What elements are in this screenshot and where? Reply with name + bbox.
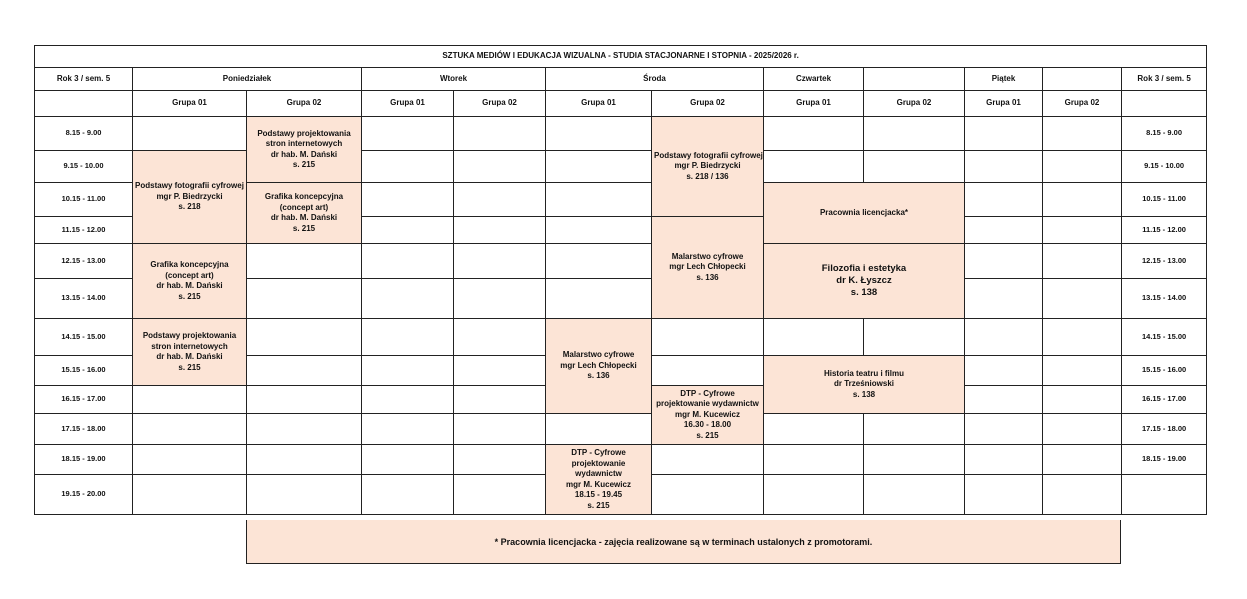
empty-cell xyxy=(454,475,546,515)
class-block xyxy=(652,386,764,445)
time-label: 11.15 - 12.00 xyxy=(35,217,133,244)
class-line: Grafika koncepcyjna xyxy=(264,192,344,201)
empty-cell xyxy=(362,117,454,151)
class-line: s. 218 xyxy=(178,202,201,212)
time-label: 11.15 - 12.00 xyxy=(1122,217,1207,244)
class-line: s. 215 xyxy=(292,223,316,233)
empty-cell xyxy=(454,217,546,244)
empty-cell xyxy=(454,414,546,445)
empty-cell xyxy=(362,414,454,445)
time-label: 10.15 - 11.00 xyxy=(35,183,133,217)
class-line: Podstawy fotografii cyfrowej xyxy=(654,150,763,160)
time-label: 16.15 - 17.00 xyxy=(1122,386,1207,414)
group-header: Grupa 01 xyxy=(764,91,864,117)
class-line: s. 215 xyxy=(292,160,316,169)
empty-cell xyxy=(652,475,764,515)
class-line: Pracownia licencjacka* xyxy=(819,207,909,217)
empty-cell xyxy=(965,319,1043,356)
time-label: 15.15 - 16.00 xyxy=(1122,356,1207,386)
class-block xyxy=(133,319,247,386)
empty-cell xyxy=(1043,319,1122,356)
empty-cell xyxy=(454,386,546,414)
empty-cell xyxy=(454,445,546,475)
day-header-thursday: Czwartek xyxy=(764,68,864,91)
time-label: 17.15 - 18.00 xyxy=(35,414,133,445)
empty-cell xyxy=(965,356,1043,386)
class-line: mgr Lech Chłopecki xyxy=(560,360,637,370)
class-line: s. 138 xyxy=(850,287,878,298)
empty-cell xyxy=(454,151,546,183)
time-label: 8.15 - 9.00 xyxy=(1122,117,1207,151)
class-line: (concept art) xyxy=(165,270,214,280)
empty-cell xyxy=(133,117,247,151)
empty-cell xyxy=(1043,279,1122,319)
class-line: projektowanie xyxy=(571,458,626,468)
day-header-friday: Piątek xyxy=(965,68,1043,91)
empty-cell xyxy=(546,217,652,244)
class-line: s. 215 xyxy=(587,500,610,510)
timetable xyxy=(34,45,1207,515)
class-line: Podstawy projektowania xyxy=(142,331,237,340)
class-line: mgr Lech Chłopecki xyxy=(669,262,746,272)
class-line: 18.15 - 19.45 xyxy=(574,490,623,499)
class-line: dr K. Łyszcz xyxy=(836,275,892,286)
empty-cell xyxy=(362,183,454,217)
empty-cell xyxy=(1043,414,1122,445)
empty-cell xyxy=(546,117,652,151)
class-line: dr hab. M. Dański xyxy=(156,352,223,361)
class-line: s. 136 xyxy=(587,371,610,381)
group-header: Grupa 02 xyxy=(454,91,546,117)
class-block xyxy=(546,319,652,414)
class-line: stron internetowych xyxy=(265,139,343,148)
class-line: mgr P. Biedrzycki xyxy=(156,191,223,201)
class-line: Malarstwo cyfrowe xyxy=(562,350,635,360)
group-header: Grupa 01 xyxy=(546,91,652,117)
class-line: Historia teatru i filmu xyxy=(823,368,904,378)
empty-cell xyxy=(546,151,652,183)
group-header-empty xyxy=(35,91,133,117)
empty-cell xyxy=(1043,386,1122,414)
empty-cell xyxy=(764,117,864,151)
empty-cell xyxy=(965,244,1043,279)
time-label: 9.15 - 10.00 xyxy=(1122,151,1207,183)
class-line: s. 136 xyxy=(696,272,719,282)
empty-cell xyxy=(247,475,362,515)
class-line: (concept art) xyxy=(279,202,329,212)
empty-cell xyxy=(1043,445,1122,475)
empty-cell xyxy=(454,117,546,151)
empty-cell xyxy=(133,414,247,445)
empty-cell xyxy=(362,279,454,319)
rok-label-left: Rok 3 / sem. 5 xyxy=(35,68,133,91)
time-label: 14.15 - 15.00 xyxy=(35,319,133,356)
empty-cell xyxy=(247,356,362,386)
time-label: 16.15 - 17.00 xyxy=(35,386,133,414)
time-label: 14.15 - 15.00 xyxy=(1122,319,1207,356)
class-line: s. 215 xyxy=(696,430,719,440)
empty-cell xyxy=(546,183,652,217)
class-line: s. 215 xyxy=(178,362,201,372)
empty-cell xyxy=(362,475,454,515)
group-header: Grupa 01 xyxy=(965,91,1043,117)
schedule-title: SZTUKA MEDIÓW I EDUKACJA WIZUALNA - STUDIA STACJONARNE I STOPNIA - 2025/2026 r. xyxy=(35,46,1207,68)
class-block xyxy=(247,183,362,244)
day-header-wednesday: Środa xyxy=(546,68,764,91)
class-line: wydawnictw xyxy=(575,469,622,478)
time-label: 19.15 - 20.00 xyxy=(35,475,133,515)
empty-cell xyxy=(965,475,1043,515)
empty-cell xyxy=(247,445,362,475)
empty-cell xyxy=(965,183,1043,217)
class-line: dr Trześniowski xyxy=(833,379,895,389)
empty-cell xyxy=(133,475,247,515)
empty-cell xyxy=(764,319,864,356)
empty-cell xyxy=(133,386,247,414)
empty-cell xyxy=(546,414,652,445)
empty-cell xyxy=(454,356,546,386)
empty-cell xyxy=(1043,244,1122,279)
class-line: Podstawy fotografii cyfrowej xyxy=(135,181,244,191)
time-label: 13.15 - 14.00 xyxy=(35,279,133,319)
time-label: 17.15 - 18.00 xyxy=(1122,414,1207,445)
time-label: 15.15 - 16.00 xyxy=(35,356,133,386)
day-header-monday: Poniedziałek xyxy=(133,68,362,91)
empty-cell xyxy=(247,279,362,319)
empty-cell xyxy=(652,319,764,356)
group-header: Grupa 01 xyxy=(133,91,247,117)
time-label: 9.15 - 10.00 xyxy=(35,151,133,183)
class-line: dr hab. M. Dański xyxy=(270,149,338,159)
time-label: 8.15 - 9.00 xyxy=(35,117,133,151)
group-header: Grupa 01 xyxy=(362,91,454,117)
rok-label-right: Rok 3 / sem. 5 xyxy=(1122,68,1207,91)
empty-cell xyxy=(133,445,247,475)
empty-cell xyxy=(652,445,764,475)
empty-cell xyxy=(362,217,454,244)
class-line: s. 215 xyxy=(178,291,201,301)
empty-cell xyxy=(1043,356,1122,386)
time-label: 12.15 - 13.00 xyxy=(35,244,133,279)
footnote: * Pracownia licencjacka - zajęcia realizowane są w terminach ustalonych z promotorami. xyxy=(246,520,1121,564)
time-label: 12.15 - 13.00 xyxy=(1122,244,1207,279)
empty-cell xyxy=(965,386,1043,414)
empty-cell xyxy=(546,279,652,319)
empty-cell xyxy=(652,356,764,386)
class-line: s. 218 / 136 xyxy=(686,171,729,181)
empty-cell xyxy=(546,244,652,279)
empty-cell xyxy=(1043,183,1122,217)
empty-cell xyxy=(247,414,362,445)
empty-cell xyxy=(362,244,454,279)
class-line: Podstawy projektowania xyxy=(257,128,351,138)
class-block xyxy=(133,244,247,319)
day-header-spacer xyxy=(1043,68,1122,91)
class-block xyxy=(764,244,965,319)
empty-cell xyxy=(454,183,546,217)
empty-cell xyxy=(965,151,1043,183)
empty-cell xyxy=(247,386,362,414)
empty-cell xyxy=(864,117,965,151)
empty-cell xyxy=(965,117,1043,151)
class-block xyxy=(652,117,764,217)
class-line: s. 138 xyxy=(852,389,876,399)
empty-cell xyxy=(362,445,454,475)
class-block xyxy=(133,151,247,244)
class-block xyxy=(247,117,362,183)
class-line: Filozofia i estetyka xyxy=(821,263,907,274)
day-header-tuesday: Wtorek xyxy=(362,68,546,91)
empty-cell xyxy=(1043,117,1122,151)
empty-cell xyxy=(454,244,546,279)
empty-cell xyxy=(965,445,1043,475)
empty-cell xyxy=(864,414,965,445)
time-label: 10.15 - 11.00 xyxy=(1122,183,1207,217)
class-line: Grafika koncepcyjna xyxy=(150,260,229,269)
empty-cell xyxy=(965,217,1043,244)
empty-cell xyxy=(362,386,454,414)
class-line: mgr M. Kucewicz xyxy=(675,409,740,419)
empty-cell xyxy=(362,151,454,183)
class-block xyxy=(546,445,652,515)
class-line: dr hab. M. Dański xyxy=(156,281,223,290)
class-line: Malarstwo cyfrowe xyxy=(671,251,744,261)
empty-cell xyxy=(764,475,864,515)
empty-cell xyxy=(764,414,864,445)
empty-cell xyxy=(764,151,864,183)
empty-cell xyxy=(454,279,546,319)
class-block xyxy=(652,217,764,319)
class-block xyxy=(764,183,965,244)
class-line: stron internetowych xyxy=(151,341,228,351)
group-header: Grupa 02 xyxy=(864,91,965,117)
empty-cell xyxy=(864,475,965,515)
empty-cell xyxy=(965,279,1043,319)
empty-cell xyxy=(247,244,362,279)
empty-cell xyxy=(362,356,454,386)
empty-cell xyxy=(454,319,546,356)
class-line: mgr P. Biedrzycki xyxy=(674,161,741,171)
empty-cell xyxy=(864,445,965,475)
empty-cell xyxy=(247,319,362,356)
empty-cell xyxy=(965,414,1043,445)
class-line: DTP - Cyfrowe xyxy=(680,388,735,398)
class-line: mgr M. Kucewicz xyxy=(566,479,631,489)
empty-cell xyxy=(864,319,965,356)
group-header: Grupa 02 xyxy=(1043,91,1122,117)
day-header-spacer xyxy=(864,68,965,91)
class-line: dr hab. M. Dański xyxy=(270,213,338,222)
empty-cell xyxy=(1043,475,1122,515)
class-block xyxy=(764,356,965,414)
empty-cell xyxy=(362,319,454,356)
class-line: 16.30 - 18.00 xyxy=(683,420,732,430)
class-line: projektowanie wydawnictw xyxy=(656,399,759,409)
empty-cell xyxy=(1043,151,1122,183)
empty-cell xyxy=(764,445,864,475)
time-label: 18.15 - 19.00 xyxy=(1122,445,1207,475)
group-header: Grupa 02 xyxy=(247,91,362,117)
empty-cell xyxy=(864,151,965,183)
class-line: DTP - Cyfrowe xyxy=(571,448,626,457)
empty-cell xyxy=(1122,475,1207,515)
empty-cell xyxy=(1043,217,1122,244)
time-label: 18.15 - 19.00 xyxy=(35,445,133,475)
group-header: Grupa 02 xyxy=(652,91,764,117)
time-label: 13.15 - 14.00 xyxy=(1122,279,1207,319)
group-header-empty xyxy=(1122,91,1207,117)
